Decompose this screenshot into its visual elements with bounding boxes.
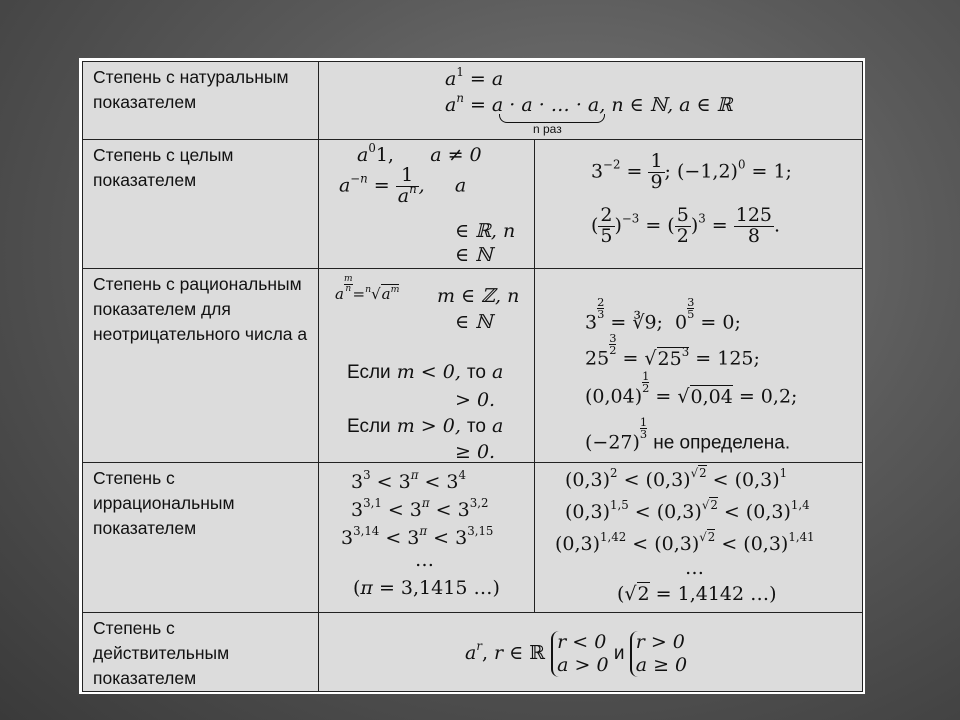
formula: Если m < 0, то a <box>347 361 504 383</box>
row-label: Степень с рациональным показателем для неотрицательного числа а <box>83 269 319 463</box>
formula: … <box>415 549 434 571</box>
example-cell <box>535 140 863 269</box>
row-label: Степень с действительным показателем <box>83 613 319 692</box>
formula: > 0. <box>455 389 496 411</box>
formula-cell <box>319 269 535 463</box>
formula-cell <box>319 62 863 140</box>
example-cell <box>535 269 863 463</box>
formula: ≥ 0. <box>455 441 496 463</box>
example: 3 $\frac{2}{3}$ = ∛9; 0 $\frac{3}{5}$ = 0; <box>585 295 741 334</box>
formula: m ∈ ℤ, n <box>437 285 520 307</box>
formula: ∈ ℕ <box>455 311 493 333</box>
brace-label: n раз <box>533 122 562 136</box>
example: 25 $\frac{3}{2}$ = $√25^3 = 125$; <box>585 331 760 370</box>
row-label: Степень с иррациональным показателем <box>83 463 319 613</box>
example: (0,04) $\frac{1}{2}$ = √0,04 = 0,2; <box>585 369 798 408</box>
table-row <box>83 463 863 613</box>
example: $3^{-2}$ = $\frac{1}{9}$ ; $(-1,2)^0 = 1$; <box>591 150 792 193</box>
formula-cell <box>319 140 535 269</box>
formula: ∈ ℕ <box>455 244 493 266</box>
example: $(0,3)^{1,42} < (0,3)^{√2} < (0,3)^{1,41}$ <box>555 530 815 555</box>
formula-cell <box>319 613 863 692</box>
formula: $3^{3,14} < 3^\pi < 3^{3,15}$ <box>341 524 494 549</box>
formula: $a^n = a \cdot a$ · … · a, n ∈ ℕ, a ∈ ℝ <box>445 91 733 116</box>
formula: $a^{-n}$ = $\frac{1}{a^n}$ , a <box>339 164 467 207</box>
formula: $a^01$, a ≠ 0 <box>357 141 482 166</box>
table-row <box>83 269 863 463</box>
example: (√2 = 1,4142 …) <box>617 583 777 605</box>
row-label: Степень с целым показателем <box>83 140 319 269</box>
formula: $3^{3,1} < 3^\pi < 3^{3,2}$ <box>351 496 489 521</box>
example-cell <box>535 463 863 613</box>
formula: ∈ ℝ, n <box>455 220 516 242</box>
table-row <box>83 62 863 140</box>
formula: $a^1 = a$ <box>445 65 504 90</box>
table-row <box>83 613 863 692</box>
formula: a $\frac{m}{n}$ $=^n√a^m$ <box>335 274 400 304</box>
slide-table-frame <box>79 58 865 694</box>
formula: Если m > 0, то a <box>347 415 504 437</box>
example: $(0,3)^2 < (0,3)^{√2} < (0,3)^1$ <box>565 466 788 491</box>
table-row <box>83 140 863 269</box>
formula-cell <box>319 463 535 613</box>
exponent-table <box>82 61 863 692</box>
row-label: Степень с натуральным показателем <box>83 62 319 140</box>
formula: (π = 3,1415 …) <box>353 577 500 599</box>
formula: $a^r$, r ∈ ℝ r < 0 a > 0 и r > 0 a ≥ 0 <box>465 631 688 676</box>
example: ( $\frac{2}{5}$ )$^{-3}$ = ( $\frac{5}{2}$ )$^3$ = $\frac{125}{8}$ . <box>591 204 781 247</box>
example: … <box>685 557 704 579</box>
formula: $3^3 < 3^\pi < 3^4$ <box>351 468 467 493</box>
example: (−27) $\frac{1}{3}$ не определена. <box>585 415 791 454</box>
example: $(0,3)^{1,5} < (0,3)^{√2} < (0,3)^{1,4}$ <box>565 498 810 523</box>
